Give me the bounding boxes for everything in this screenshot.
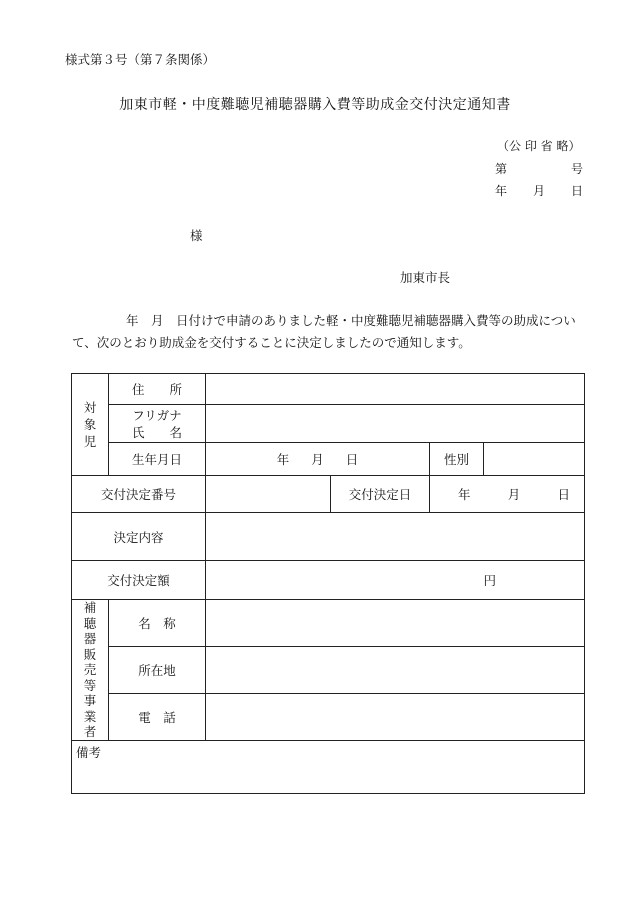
decision-date-field[interactable] <box>430 476 585 513</box>
vendor-label-char: 売 <box>83 662 97 678</box>
name-label <box>109 405 206 443</box>
vendor-phone-label: 電 話 <box>109 694 206 741</box>
gender-field[interactable] <box>484 443 585 476</box>
birthdate-month: 月 <box>311 452 324 467</box>
vendor-location-label: 所在地 <box>109 647 206 694</box>
gender-label: 性別 <box>430 443 484 476</box>
decision-amount-label: 交付決定額 <box>72 561 206 600</box>
subject-label-char: 児 <box>83 434 97 449</box>
birthdate-day: 日 <box>345 452 359 467</box>
birthdate-year: 年 <box>276 452 290 467</box>
decision-date-year: 年 <box>458 487 471 502</box>
address-field[interactable] <box>206 374 585 405</box>
subject-label-char: 象 <box>83 417 97 432</box>
document-date-year: 年 <box>495 184 508 198</box>
name-field[interactable] <box>206 405 585 443</box>
notice-body-line-2: て、次のとおり助成金を交付することに決定しましたので通知します。 <box>72 335 471 350</box>
subject-label-char: 対 <box>83 400 97 415</box>
document-date-day: 日 <box>570 184 583 198</box>
birthdate-field[interactable] <box>206 443 430 476</box>
vendor-name-label: 名 称 <box>109 600 206 647</box>
vendor-label-char: 者 <box>83 724 97 740</box>
vendor-label-char: 等 <box>83 677 97 693</box>
seal-omitted-note: （公 印 省 略） <box>497 139 581 153</box>
decision-number-field[interactable] <box>206 476 331 513</box>
vendor-label <box>72 600 109 741</box>
birthdate-label: 生年月日 <box>109 443 206 476</box>
decision-date-month: 月 <box>507 487 521 502</box>
vendor-label-char: 聴 <box>83 615 97 631</box>
vendor-label-char: 業 <box>83 708 97 724</box>
addressee-honorific: 様 <box>190 228 203 243</box>
notice-body <box>72 310 584 354</box>
decision-date-label: 交付決定日 <box>331 476 430 513</box>
issuer-name: 加東市長 <box>400 270 451 285</box>
decision-date-day: 日 <box>557 487 570 502</box>
notice-body-line-1: 年 月 日付けで申請のありました軽・中度難聴児補聴器購入費等の助成につい <box>126 313 576 328</box>
vendor-label-char: 器 <box>83 631 97 647</box>
decision-table <box>71 373 585 794</box>
vendor-label-char: 事 <box>83 693 97 709</box>
remarks-field[interactable] <box>72 741 585 794</box>
vendor-phone-field[interactable] <box>206 694 585 741</box>
full-name-label: 氏 名 <box>131 424 182 440</box>
vendor-label-char: 販 <box>83 646 97 662</box>
remarks-label: 備考 <box>76 745 102 760</box>
decision-content-field[interactable] <box>206 513 585 561</box>
document-date <box>495 182 583 199</box>
document-number-suffix: 号 <box>570 162 583 176</box>
document-number <box>495 160 583 177</box>
document-date-month: 月 <box>532 184 545 198</box>
vendor-location-field[interactable] <box>206 647 585 694</box>
decision-content-label: 決定内容 <box>72 513 206 561</box>
document-title: 加東市軽・中度難聴児補聴器購入費等助成金交付決定通知書 <box>119 97 511 113</box>
furigana-label: フリガナ <box>132 407 182 423</box>
address-label: 住 所 <box>109 374 206 405</box>
decision-number-label: 交付決定番号 <box>72 476 206 513</box>
document-number-prefix: 第 <box>495 162 508 176</box>
vendor-label-char: 補 <box>83 600 97 616</box>
form-number: 様式第３号（第７条関係） <box>65 52 216 67</box>
decision-amount-field[interactable] <box>206 561 585 600</box>
subject-child-label <box>72 374 109 476</box>
vendor-name-field[interactable] <box>206 600 585 647</box>
yen-unit: 円 <box>483 573 496 588</box>
